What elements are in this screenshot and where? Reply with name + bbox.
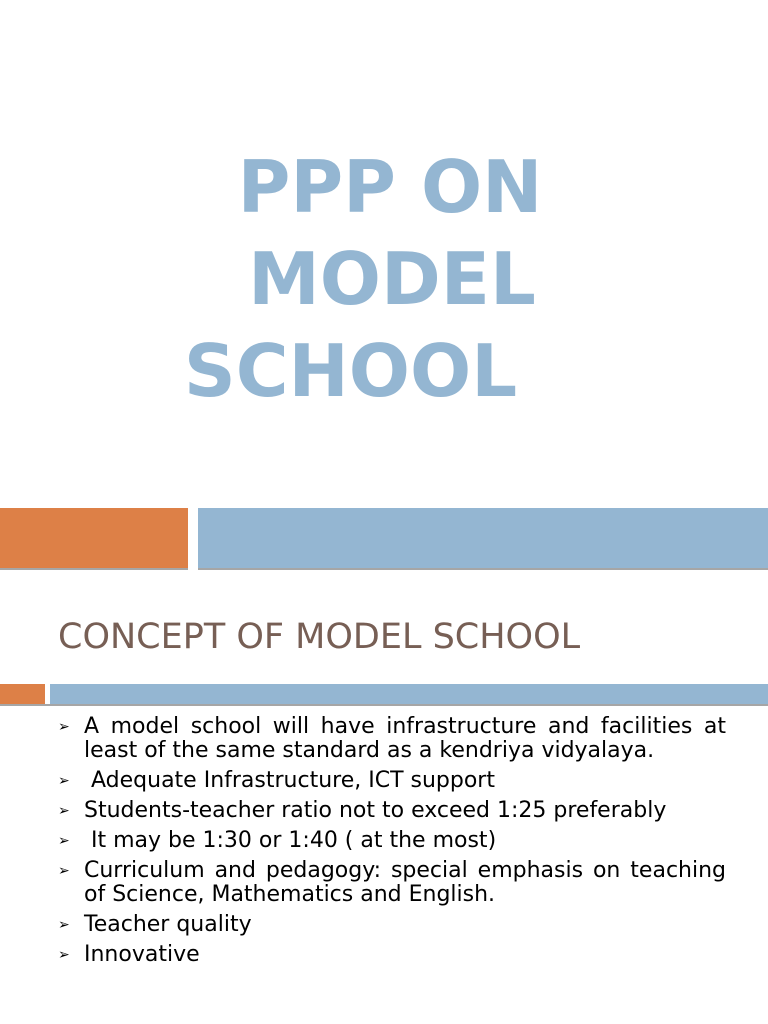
title-bar-gap <box>188 508 198 572</box>
content-divider-rule <box>0 704 768 706</box>
content-accent-bar-orange <box>0 684 45 704</box>
arrow-bullet-icon: ➢ <box>58 773 70 789</box>
bullet-item <box>58 859 726 907</box>
bullet-item <box>58 829 726 853</box>
slide-title-line-2: MODEL <box>248 237 536 321</box>
bullet-text: Teacher quality <box>84 912 252 937</box>
slide-title-line-1: PPP ON <box>237 145 543 229</box>
bullet-text: Curriculum and pedagogy: special emphasis on teaching of Science, Mathematics and English. <box>84 858 726 907</box>
arrow-bullet-icon: ➢ <box>58 719 70 735</box>
slide-title-line-3: SCHOOL <box>183 329 543 413</box>
title-accent-bar-blue <box>198 508 768 568</box>
content-heading: CONCEPT OF MODEL SCHOOL <box>58 617 581 657</box>
arrow-bullet-icon: ➢ <box>58 947 70 963</box>
bullet-item <box>58 799 726 823</box>
arrow-bullet-icon: ➢ <box>58 917 70 933</box>
bullet-text: Adequate Infrastructure, ICT support <box>84 768 495 793</box>
bullet-item <box>58 769 726 793</box>
bullet-text: A model school will have infrastructure and facilities at least of the same standard as a kendriya vidyalaya. <box>84 714 726 763</box>
arrow-bullet-icon: ➢ <box>58 863 70 879</box>
bullet-text: It may be 1:30 or 1:40 ( at the most) <box>84 828 497 853</box>
title-accent-bar-orange <box>0 508 188 568</box>
arrow-bullet-icon: ➢ <box>58 833 70 849</box>
bullet-item <box>58 715 726 763</box>
bullet-list <box>58 715 726 973</box>
bullet-item <box>58 943 726 967</box>
bullet-item <box>58 913 726 937</box>
bullet-text: Students-teacher ratio not to exceed 1:25 preferably <box>84 798 667 823</box>
arrow-bullet-icon: ➢ <box>58 803 70 819</box>
bullet-text: Innovative <box>84 942 200 967</box>
content-accent-bar-blue <box>50 684 768 704</box>
title-divider-rule <box>0 568 768 570</box>
content-slide <box>0 575 768 1024</box>
